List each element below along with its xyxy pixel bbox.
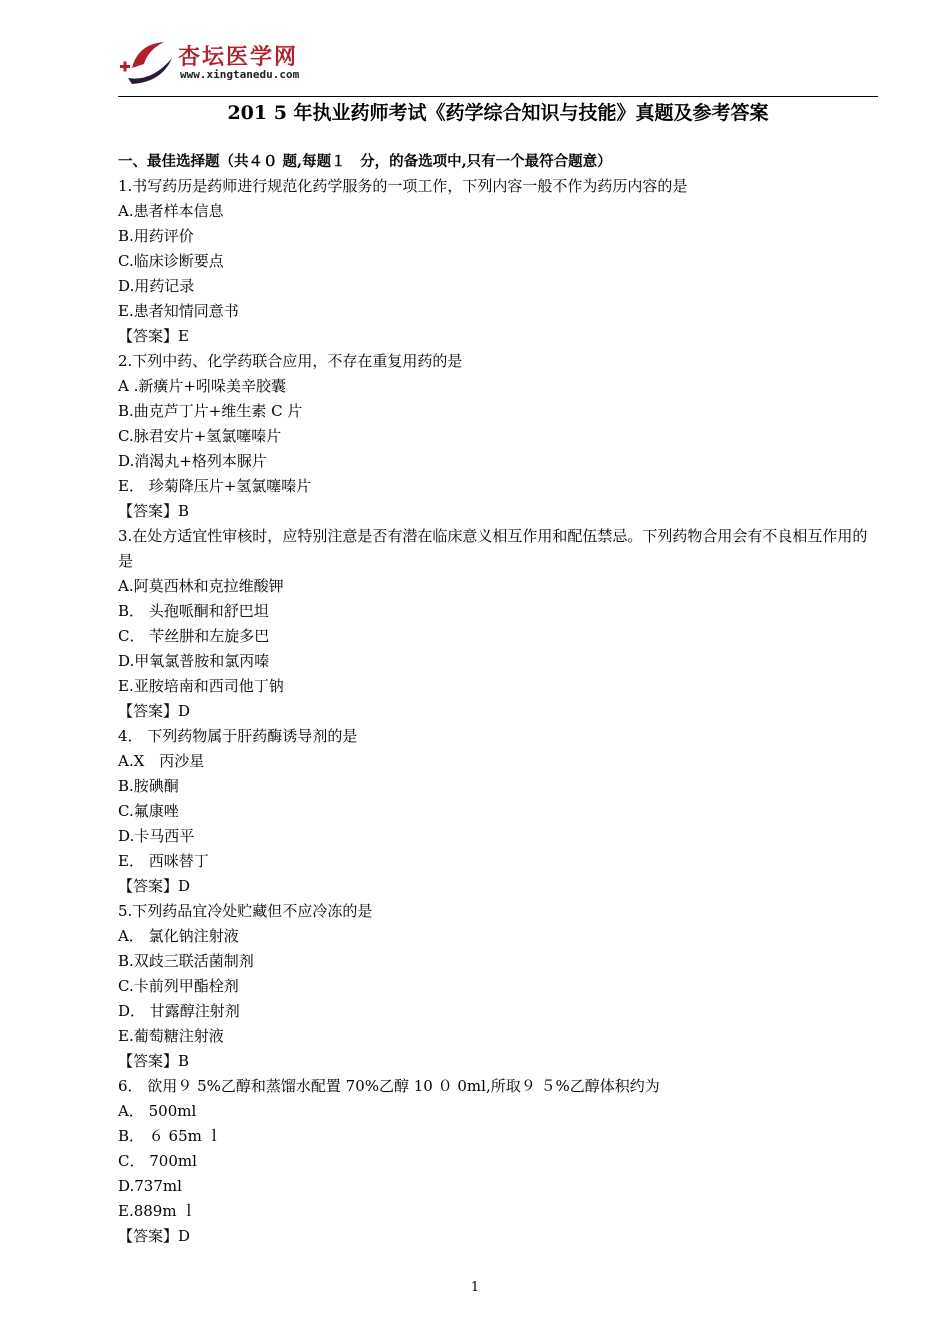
answer-option: C.氟康唑 — [118, 802, 179, 820]
question-stem: 3.在处方适宜性审核时，应特别注意是否有潜在临床意义相互作用和配伍禁忌。下列药物合用会有不良相互作用的是 — [118, 527, 868, 570]
question-block — [118, 899, 878, 1074]
question-block — [118, 174, 878, 349]
answer-option: E.889m ｌ — [118, 1202, 197, 1220]
answer-key: 【答案】D — [118, 702, 191, 720]
question-stem: 2.下列中药、化学药联合应用，不存在重复用药的是 — [118, 352, 463, 370]
answer-key: 【答案】B — [118, 502, 190, 520]
page-title: 201 5 年执业药师考试《药学综合知识与技能》真题及参考答案 — [227, 102, 769, 124]
answer-key: 【答案】D — [118, 877, 191, 895]
answer-option: C． 700ml — [118, 1152, 197, 1170]
answer-option: A.阿莫西林和克拉维酸钾 — [118, 577, 284, 595]
question-block — [118, 524, 878, 724]
answer-option: C.临床诊断要点 — [118, 252, 224, 270]
answer-option: D.737ml — [118, 1177, 182, 1195]
answer-option: E.亚胺培南和西司他丁钠 — [118, 677, 284, 695]
answer-option: E． 西咪替丁 — [118, 852, 209, 870]
answer-key: 【答案】D — [118, 1227, 191, 1245]
question-stem: 4． 下列药物属于肝药酶诱导剂的是 — [118, 727, 358, 745]
section-heading: 一、最佳选择题（共４０ 题,每题１ 分，的备选项中,只有一个最符合题意） — [118, 153, 612, 170]
answer-option: E.葡萄糖注射液 — [118, 1027, 224, 1045]
answer-option: A.X 丙沙星 — [118, 752, 205, 770]
logo-url: www.xingtanedu.com — [180, 68, 300, 81]
logo-icon — [118, 38, 176, 88]
answer-option: D.卡马西平 — [118, 827, 195, 845]
page-header — [118, 30, 878, 96]
question-stem: 6． 欲用９ 5%乙醇和蒸馏水配置 70%乙醇 10 ０ 0ml,所取９ ５%乙醇体积约为 — [118, 1077, 660, 1095]
answer-option: C.卡前列甲酯栓剂 — [118, 977, 239, 995]
answer-option: B． ６ 65m ｌ — [118, 1127, 222, 1145]
answer-option: C.脉君安片+氢氯噻嗪片 — [118, 427, 282, 445]
logo-text: 杏坛医学网 — [178, 45, 299, 70]
answer-option: A.患者样本信息 — [118, 202, 224, 220]
page-number: 1 — [470, 1280, 480, 1295]
question-stem: 5.下列药品宜冷处贮藏但不应冷冻的是 — [118, 902, 373, 920]
question-block — [118, 349, 878, 524]
answer-option: B.双歧三联活菌制剂 — [118, 952, 254, 970]
answer-option: A． 氯化钠注射液 — [118, 927, 239, 945]
answer-option: A． 500ml — [118, 1102, 197, 1120]
answer-option: E． 珍菊降压片+氢氯噻嗪片 — [118, 477, 312, 495]
answer-option: D.消渴丸+格列本脲片 — [118, 452, 267, 470]
question-block — [118, 1074, 878, 1249]
answer-option: E.患者知情同意书 — [118, 302, 239, 320]
answer-option: B.胺碘酮 — [118, 777, 179, 795]
answer-option: D． 甘露醇注射剂 — [118, 1002, 240, 1020]
question-list — [118, 174, 878, 1249]
answer-option: C． 苄丝肼和左旋多巴 — [118, 627, 270, 645]
question-block — [118, 724, 878, 899]
answer-option: B.用药评价 — [118, 227, 194, 245]
answer-option: D.用药记录 — [118, 277, 195, 295]
answer-option: B． 头孢哌酮和舒巴坦 — [118, 602, 269, 620]
question-stem: 1.书写药历是药师进行规范化药学服务的一项工作，下列内容一般不作为药历内容的是 — [118, 177, 688, 195]
answer-key: 【答案】B — [118, 1052, 190, 1070]
header-rule — [118, 96, 878, 97]
document-body — [118, 150, 878, 1249]
answer-option: A .新癀片+吲哚美辛胶囊 — [118, 377, 286, 395]
answer-option: B.曲克芦丁片+维生素 C 片 — [118, 402, 303, 420]
answer-key: 【答案】E — [118, 327, 189, 345]
answer-option: D.甲氧氯普胺和氯丙嗪 — [118, 652, 270, 670]
